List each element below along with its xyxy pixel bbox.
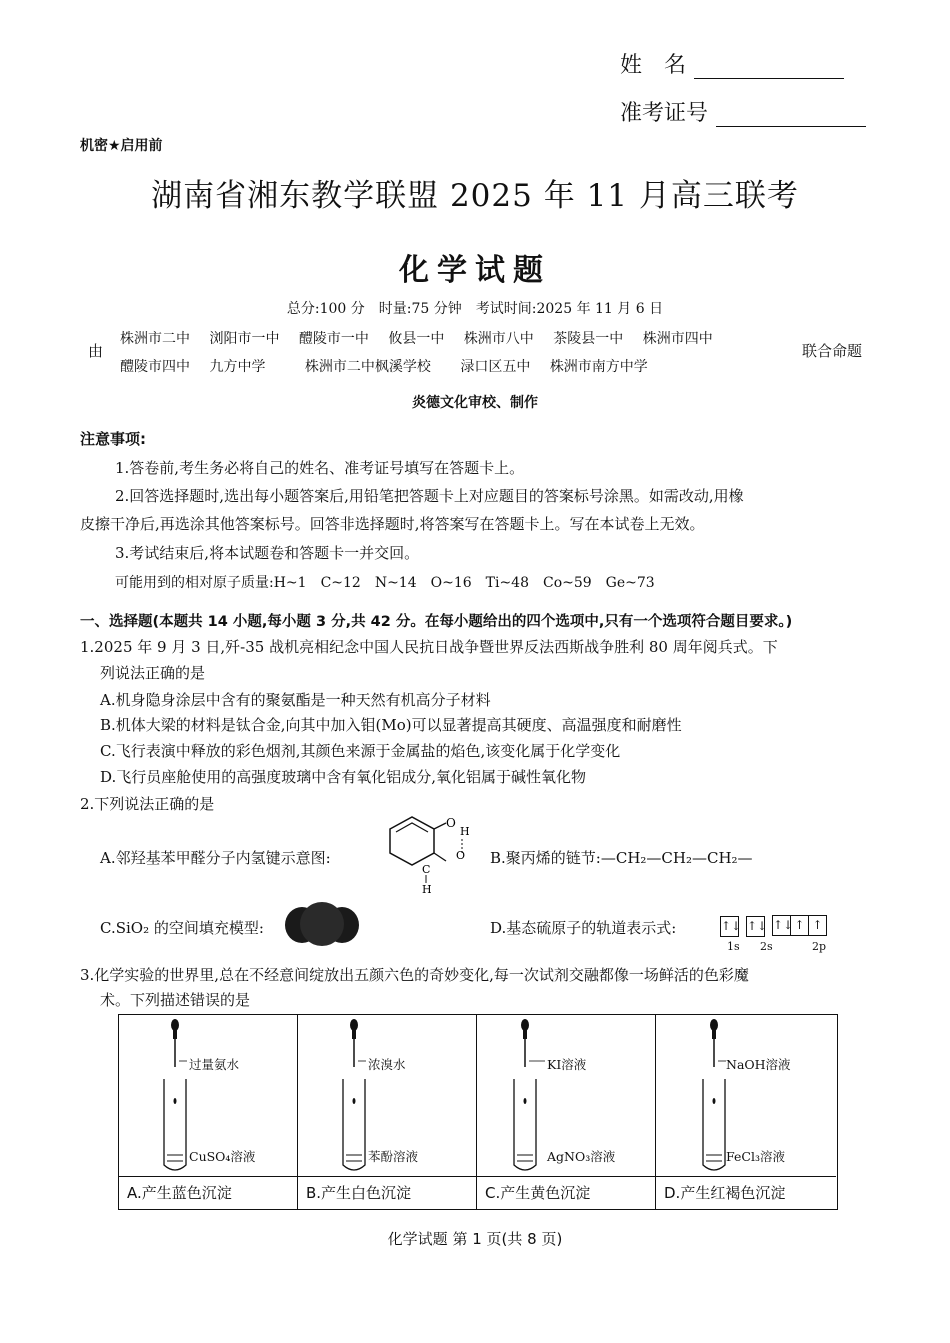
sio2-space-filling-model (282, 900, 362, 950)
notice-item-2: 2.回答选择题时,选出每小题答案后,用铅笔把答题卡上对应题目的答案标号涂黑。如需改动,用橡 (115, 487, 744, 505)
school: 株洲市二中 (120, 331, 190, 347)
school: 浏阳市一中 (209, 331, 280, 347)
atomic-mass: 可能用到的相对原子质量:H~1 C~12 N~14 O~16 Ti~48 Co~59 Ge~73 (115, 575, 655, 591)
q1-stem-line1: 1.2025 年 9 月 3 日,歼-35 战机亮相纪念中国人民抗日战争暨世界反法西斯战争胜利 80 周年阅兵式。下 (80, 638, 778, 656)
experiment-cell-a (119, 1015, 298, 1209)
q2-option-c: C.SiO₂ 的空间填充模型: (100, 919, 264, 937)
school: 株洲市南方中学 (549, 359, 648, 375)
q2-option-b: B.聚丙烯的链节:—CH₂—CH₂—CH₂— (490, 849, 753, 867)
joint-label: 联合命题 (802, 342, 863, 360)
orbital-box: ↑↓ (772, 915, 791, 936)
orbital-box: ↑ (790, 915, 809, 936)
q3-stem-line2: 术。下列描述错误的是 (100, 991, 251, 1009)
hydrogen-bond-structure (368, 815, 468, 895)
mol-atom-o2: O (456, 849, 466, 862)
caption: B.产生白色沉淀 (298, 1176, 476, 1209)
school: 醴陵市四中 (120, 359, 190, 375)
experiment-cell-b (298, 1015, 477, 1209)
q1-option-d: D.飞行员座舱使用的高强度玻璃中含有氧化铝成分,氧化铝属于碱性氧化物 (100, 768, 587, 786)
orbital-2s (746, 915, 768, 937)
school: 九方中学 (209, 359, 266, 375)
orbital-label-2s: 2s (760, 940, 773, 953)
experiment-cell-c (477, 1015, 656, 1209)
school-list (120, 325, 800, 381)
solution-label: CuSO₄溶液 (189, 1149, 256, 1164)
notice-title: 注意事项: (80, 430, 146, 448)
school: 渌口区五中 (460, 359, 531, 375)
q3-stem-line1: 3.化学实验的世界里,总在不经意间绽放出五颜六色的奇妙变化,每一次试剂交融都像一场鲜活的色彩魔 (80, 966, 749, 984)
orbital-label-1s: 1s (727, 940, 740, 953)
q1-stem-line2: 列说法正确的是 (100, 664, 206, 682)
q1-option-a: A.机身隐身涂层中含有的聚氨酯是一种天然有机高分子材料 (100, 691, 491, 709)
producer: 炎德文化审校、制作 (412, 395, 538, 411)
q2-option-d: D.基态硫原子的轨道表示式: (490, 919, 677, 937)
ticket-blank (716, 106, 866, 127)
solution-label: FeCl₃溶液 (726, 1149, 785, 1164)
secret-mark: 机密★启用前 (80, 138, 163, 154)
name-blank (694, 58, 844, 79)
school: 攸县一中 (388, 331, 445, 347)
caption: D.产生红褐色沉淀 (656, 1176, 836, 1209)
caption: A.产生蓝色沉淀 (119, 1176, 297, 1209)
notice-item-1: 1.答卷前,考生务必将自己的姓名、准考证号填写在答题卡上。 (115, 459, 525, 477)
orbital-box: ↑ (808, 915, 827, 936)
mol-atom-o: O (446, 816, 456, 830)
mol-atom-h: H (460, 825, 470, 838)
reagent-label: 浓溴水 (368, 1057, 406, 1072)
solution-label: 苯酚溶液 (368, 1149, 419, 1164)
experiment-table (118, 1014, 838, 1210)
school: 茶陵县一中 (553, 331, 624, 347)
reagent-label: KI溶液 (547, 1057, 587, 1072)
school: 株洲市二中枫溪学校 (304, 359, 431, 375)
school-row-1 (120, 325, 800, 353)
orbital-2p (772, 915, 826, 937)
q1-option-c: C.飞行表演中释放的彩色烟剂,其颜色来源于金属盐的焰色,该变化属于化学变化 (100, 742, 621, 760)
ticket-label: 准考证号 (620, 101, 709, 126)
q2-option-a: A.邻羟基苯甲醛分子内氢键示意图: (100, 849, 331, 867)
name-field (620, 48, 844, 79)
school: 株洲市八中 (463, 331, 534, 347)
main-title: 湖南省湘东教学联盟 2025 年 11 月高三联考 (151, 178, 799, 214)
orbital-diagram (720, 915, 826, 937)
q1-option-b: B.机体大梁的材料是钛合金,向其中加入钼(Mo)可以显著提高其硬度、高温强度和耐磨性 (100, 716, 682, 734)
orbital-label-2p: 2p (812, 940, 827, 953)
ticket-field (620, 96, 866, 127)
notice-item-3: 3.考试结束后,将本试题卷和答题卡一并交回。 (115, 544, 420, 562)
notice-item-2-cont: 皮擦干净后,再选涂其他答案标号。回答非选择题时,将答案写在答题卡上。写在本试卷上无效。 (80, 515, 705, 533)
solution-label: AgNO₃溶液 (547, 1149, 616, 1164)
subject-title: 化学试题 (399, 253, 551, 288)
orbital-box: ↑↓ (720, 916, 739, 937)
school-row-2 (120, 353, 800, 381)
orbital-box: ↑↓ (746, 916, 765, 937)
by-label: 由 (88, 342, 104, 360)
mol-atom-c: C (422, 863, 431, 876)
name-label: 姓 名 (620, 53, 687, 78)
reagent-label: 过量氨水 (189, 1057, 240, 1072)
orbital-1s (720, 915, 742, 937)
school: 醴陵市一中 (298, 331, 369, 347)
q2-stem: 2.下列说法正确的是 (80, 795, 215, 813)
reagent-label: NaOH溶液 (726, 1057, 791, 1072)
exam-meta: 总分:100 分 时量:75 分钟 考试时间:2025 年 11 月 6 日 (286, 301, 664, 317)
experiment-cell-d (656, 1015, 836, 1209)
mol-atom-h2: H (422, 883, 432, 896)
school: 株洲市四中 (642, 331, 713, 347)
page-footer: 化学试题 第 1 页(共 8 页) (387, 1230, 563, 1248)
section-title: 一、选择题(本题共 14 小题,每小题 3 分,共 42 分。在每小题给出的四个选项中,只有一个选项符合题目要求。) (80, 614, 793, 630)
caption: C.产生黄色沉淀 (477, 1176, 655, 1209)
